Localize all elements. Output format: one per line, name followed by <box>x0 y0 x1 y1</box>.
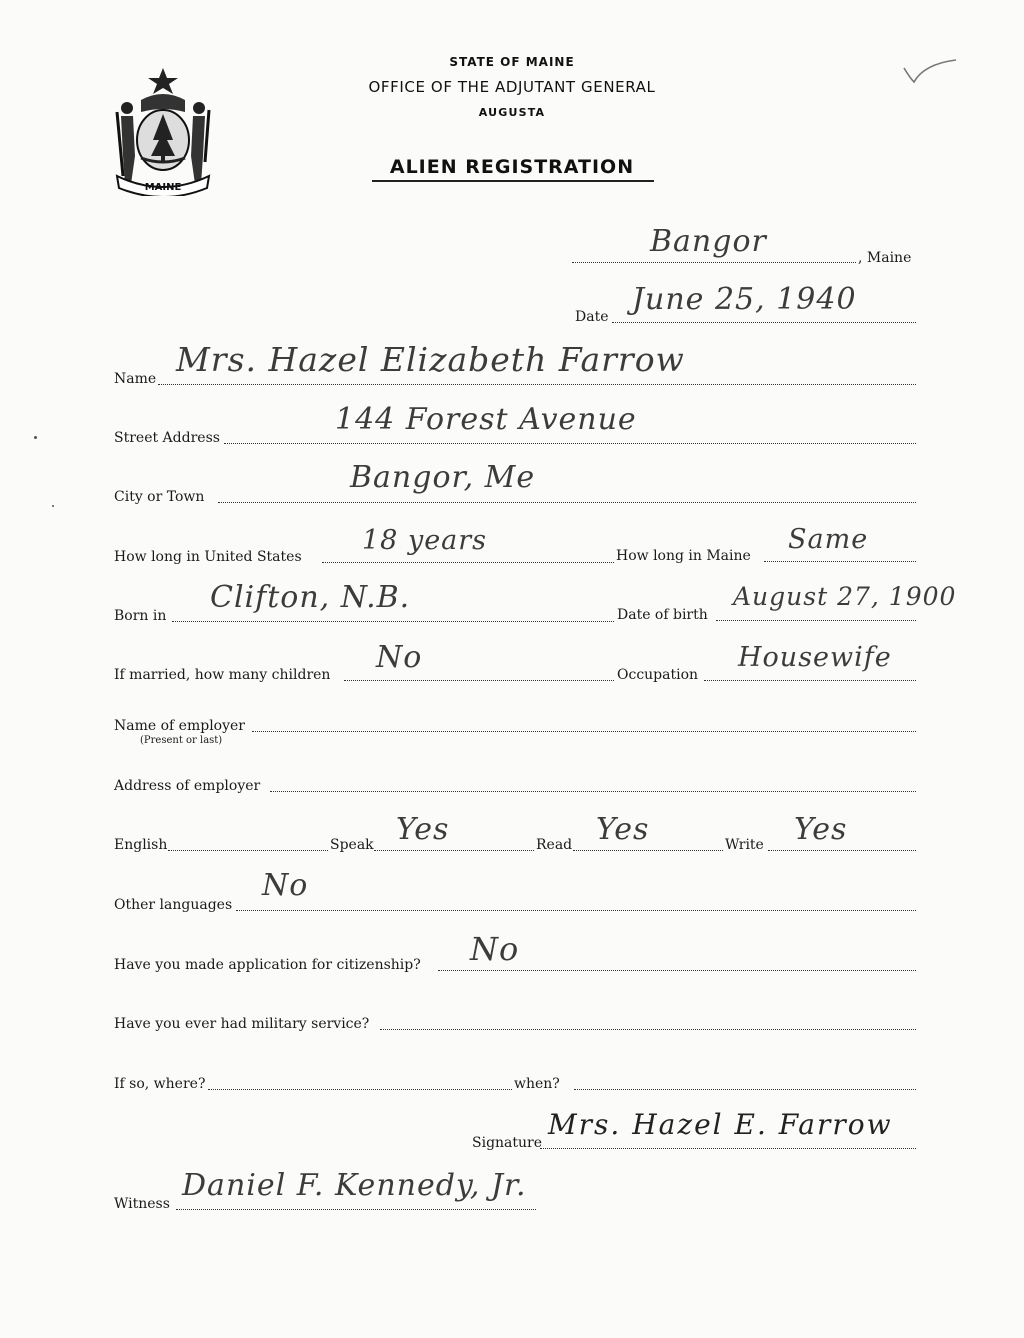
english-line <box>168 850 328 851</box>
place-entry[interactable]: Bangor <box>650 224 767 259</box>
speak-line <box>374 850 534 851</box>
write-label: Write <box>725 837 764 853</box>
signature-line <box>540 1148 916 1149</box>
employer-name-line <box>252 731 916 732</box>
witness-line <box>176 1209 536 1210</box>
name-line <box>158 384 916 385</box>
city-heading: AUGUSTA <box>478 106 546 119</box>
date-of-birth-label: Date of birth <box>617 607 708 623</box>
employer-name-label: Name of employer <box>114 718 245 734</box>
signature-label: Signature <box>472 1135 543 1151</box>
state-heading: STATE OF MAINE <box>449 55 575 69</box>
paper-speck <box>52 505 54 507</box>
speak-entry[interactable]: Yes <box>396 812 450 847</box>
date-line <box>612 322 916 323</box>
street-address-entry[interactable]: 144 Forest Avenue <box>335 402 637 437</box>
born-in-entry[interactable]: Clifton, N.B. <box>210 580 411 615</box>
military-label: Have you ever had military service? <box>114 1016 370 1032</box>
city-or-town-entry[interactable]: Bangor, Me <box>350 460 536 495</box>
citizenship-line <box>438 970 916 971</box>
when-line <box>574 1089 916 1090</box>
how-long-us-label: How long in United States <box>114 549 302 565</box>
witness-label: Witness <box>114 1196 170 1212</box>
write-entry[interactable]: Yes <box>794 812 848 847</box>
born-in-line <box>172 621 614 622</box>
other-languages-line <box>236 910 916 911</box>
where-line <box>208 1089 512 1090</box>
place-line <box>572 262 856 263</box>
read-entry[interactable]: Yes <box>596 812 650 847</box>
when-label: when? <box>514 1076 560 1092</box>
where-label: If so, where? <box>114 1076 206 1092</box>
born-in-label: Born in <box>114 608 167 624</box>
children-entry[interactable]: No <box>376 640 423 675</box>
how-long-us-entry[interactable]: 18 years <box>362 525 488 556</box>
paper-speck <box>34 436 37 439</box>
read-line <box>573 850 723 851</box>
children-line <box>344 680 614 681</box>
street-address-line <box>224 443 916 444</box>
city-or-town-label: City or Town <box>114 489 205 505</box>
occupation-entry[interactable]: Housewife <box>738 642 892 673</box>
city-or-town-line <box>218 502 916 503</box>
other-languages-entry[interactable]: No <box>262 868 309 903</box>
form-title: ALIEN REGISTRATION <box>389 156 635 178</box>
date-entry[interactable]: June 25, 1940 <box>632 282 857 317</box>
children-label: If married, how many children <box>114 667 331 683</box>
how-long-maine-line <box>764 561 916 562</box>
citizenship-label: Have you made application for citizenship? <box>114 957 421 973</box>
office-heading: OFFICE OF THE ADJUTANT GENERAL <box>368 78 656 96</box>
write-line <box>768 850 916 851</box>
name-entry[interactable]: Mrs. Hazel Elizabeth Farrow <box>176 340 685 379</box>
signature-entry[interactable]: Mrs. Hazel E. Farrow <box>548 1108 893 1141</box>
military-line <box>380 1029 916 1030</box>
employer-name-note: (Present or last) <box>140 735 223 746</box>
read-label: Read <box>536 837 573 853</box>
employer-address-line <box>270 791 916 792</box>
name-label: Name <box>114 371 157 387</box>
date-of-birth-line <box>716 620 916 621</box>
occupation-label: Occupation <box>617 667 699 683</box>
how-long-maine-label: How long in Maine <box>616 548 751 564</box>
svg-text:MAINE: MAINE <box>144 182 182 193</box>
employer-address-label: Address of employer <box>114 778 261 794</box>
date-of-birth-entry[interactable]: August 27, 1900 <box>733 582 957 611</box>
witness-entry[interactable]: Daniel F. Kennedy, Jr. <box>182 1168 527 1203</box>
how-long-maine-entry[interactable]: Same <box>788 524 869 555</box>
other-languages-label: Other languages <box>114 897 233 913</box>
how-long-us-line <box>322 562 614 563</box>
citizenship-entry[interactable]: No <box>470 930 520 968</box>
street-address-label: Street Address <box>114 430 220 446</box>
occupation-line <box>704 680 916 681</box>
title-underline <box>372 180 654 182</box>
date-label: Date <box>575 309 609 325</box>
maine-label: , Maine <box>858 250 912 266</box>
english-label: English <box>114 837 168 853</box>
speak-label: Speak <box>330 837 374 853</box>
